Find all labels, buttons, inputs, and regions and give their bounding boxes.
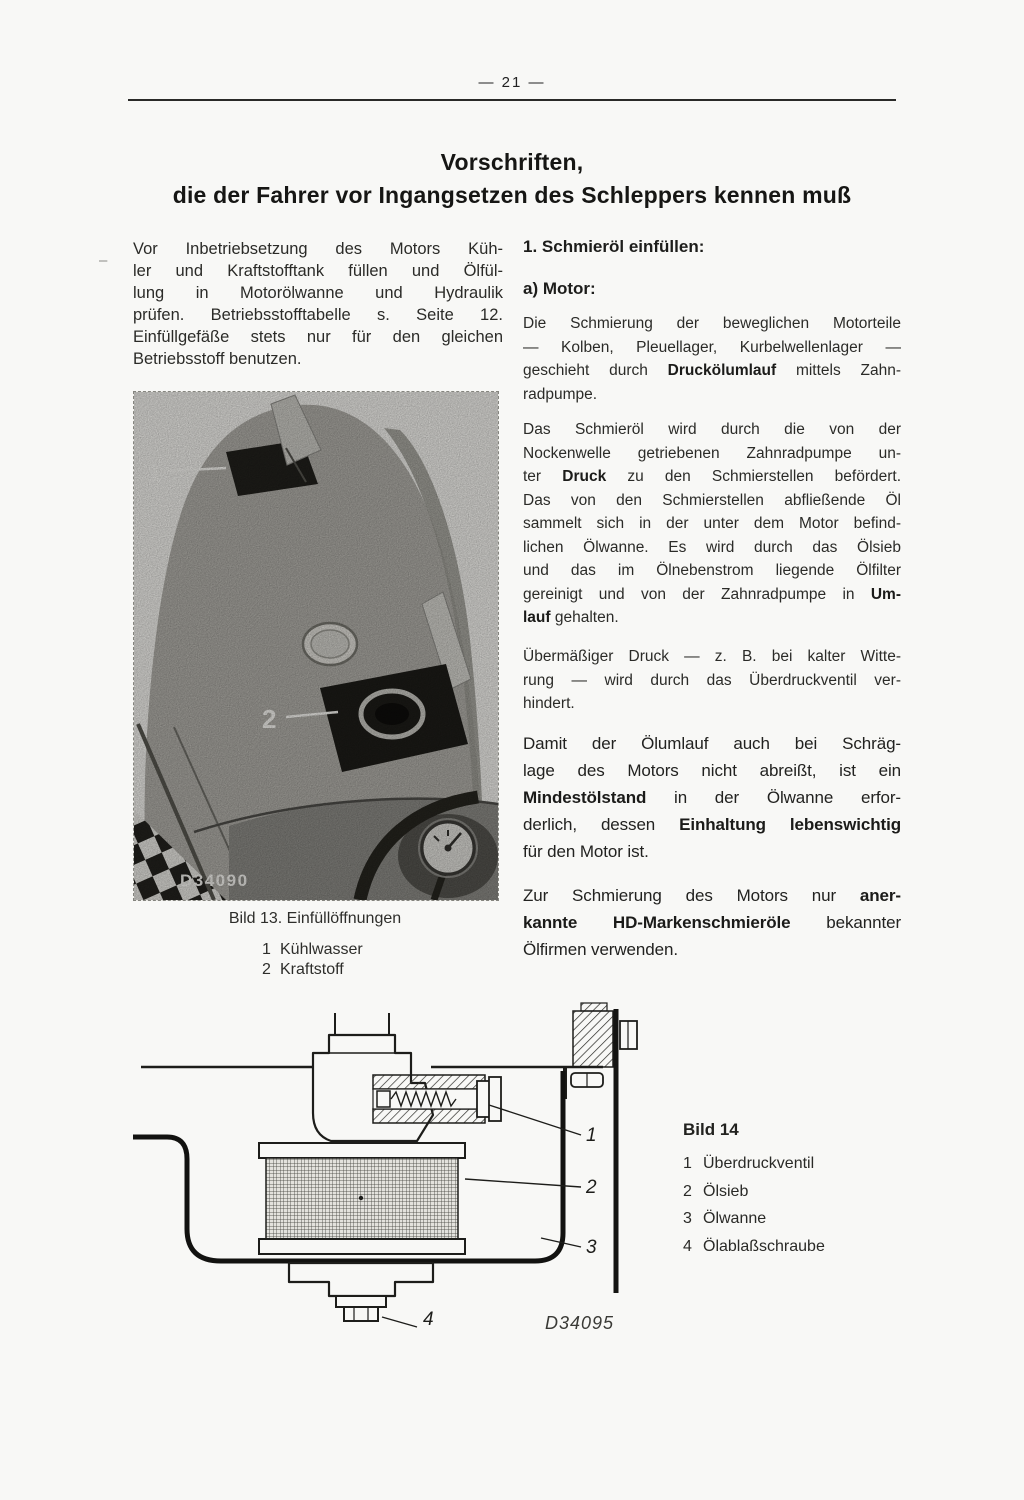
drain-plug-neck — [336, 1296, 386, 1307]
callout4-leader — [382, 1317, 417, 1327]
figure13-legend-item — [262, 940, 363, 960]
top-rule — [128, 99, 896, 101]
legend-number: 2 — [683, 1182, 692, 1200]
legend-label: Kühlwasser — [280, 941, 363, 958]
figure13-photo — [133, 391, 499, 901]
legend-number: 4 — [683, 1237, 692, 1255]
section-heading: 1. Schmieröl einfüllen: — [523, 237, 705, 256]
flange-section-hatched — [573, 1011, 613, 1067]
paragraph-oil-circuit: Das Schmieröl wird durch die von der Nockenwelle getriebenen Zahnradpumpe un- ter Druck zu den Schmierstellen befördert. Das von den Schmierstellen abfließende Öl sammelt sich in der unter dem Motor befind- lichen Ölwanne. Es wird durch das Ölsieb und das im Ölnebenstrom liegende Ölfilter gereinigt und von der Zahnradpumpe in Um- lauf gehalten. — [523, 421, 902, 626]
legend-number: 3 — [683, 1210, 692, 1227]
callout1-label: 1 — [586, 1125, 597, 1146]
valve-plunger — [377, 1091, 390, 1107]
page-title-line2: die der Fahrer vor Ingangsetzen des Schleppers kennen muß — [172, 182, 852, 208]
callout1-leader — [489, 1105, 581, 1135]
drain-plug-hex — [344, 1307, 378, 1321]
margin-artifact: – — [99, 252, 108, 269]
page-title — [112, 146, 912, 212]
legend-number: 1 — [262, 941, 271, 958]
flange-tab — [581, 1003, 607, 1011]
figure14-legend-item — [683, 1205, 825, 1233]
figure13-caption: Bild 13. Einfüllöffnungen — [228, 910, 402, 927]
paragraph-min-oil-level: Damit der Ölumlauf auch bei Schräg- lage des Motors nicht abreißt, ist ein Mindestölstand in der Ölwanne erfor- derlich, dessen Einhaltung lebenswichtig für den Motor ist. — [523, 734, 902, 861]
strainer-top-rim — [259, 1143, 465, 1158]
legend-label: Ölwanne — [703, 1210, 767, 1227]
strainer-center-dot — [359, 1196, 363, 1200]
figure14-legend-item — [683, 1233, 825, 1261]
figure13-legend — [262, 940, 363, 979]
figure13-legend-item — [262, 960, 363, 980]
sump-boss — [289, 1263, 433, 1296]
paragraph-motor-lubrication: Die Schmierung der beweglichen Motorteile — Kolben, Pleuellager, Kurbelwellenlager — geschieht durch Druckölumlauf mittels Zahn- radpumpe. — [523, 315, 901, 403]
page-number: — 21 — — [478, 74, 546, 91]
drawing-code: D34095 — [545, 1313, 615, 1333]
subsection-heading: a) Motor: — [523, 279, 596, 298]
figure14-drawing-svg — [133, 995, 653, 1345]
legend-label: Ölsieb — [703, 1182, 749, 1200]
valve-cap-nut — [489, 1077, 501, 1121]
legend-label: Kraftstoff — [280, 960, 344, 978]
callout2-label: 2 — [586, 1177, 597, 1198]
paragraph-hd-oils: Zur Schmierung des Motors nur aner- kannte HD-Markenschmieröle bekannter Ölfirmen verwenden. — [523, 886, 901, 959]
figure14-legend-item — [683, 1178, 825, 1206]
figure14-title: Bild 14 — [683, 1120, 739, 1139]
figure14-legend — [683, 1150, 825, 1260]
legend-number: 1 — [683, 1155, 692, 1172]
paragraph-overpressure: Übermäßiger Druck — z. B. bei kalter Witte- rung — wird durch das Überdruckventil ver- hindert. — [523, 648, 901, 712]
strainer-bottom-rim — [259, 1239, 465, 1254]
legend-label: Ölablaßschraube — [703, 1237, 825, 1255]
valve-body-hatch-bottom — [373, 1109, 485, 1123]
legend-number: 2 — [262, 960, 271, 978]
valve-body-hatch-top — [373, 1075, 485, 1089]
figure14-drawing — [133, 995, 653, 1345]
callout3-label: 3 — [586, 1237, 597, 1258]
figure14-legend-item — [683, 1150, 825, 1178]
left-intro-paragraph: Vor Inbetriebsetzung des Motors Küh- ler und Kraftstofftank füllen und Ölfül- lung in Motorölwanne und Hydraulik prüfen. Betriebsstofftabelle s. Seite 12. Einfüllgefäße stets nur für den gleichen Betriebsstoff benutzen. — [133, 240, 503, 368]
photo-grain — [134, 392, 498, 900]
figure13-photo-svg — [134, 392, 498, 900]
page-title-line1: Vorschriften, — [440, 149, 584, 175]
legend-label: Überdruckventil — [703, 1155, 815, 1172]
callout4-label: 4 — [423, 1309, 434, 1330]
